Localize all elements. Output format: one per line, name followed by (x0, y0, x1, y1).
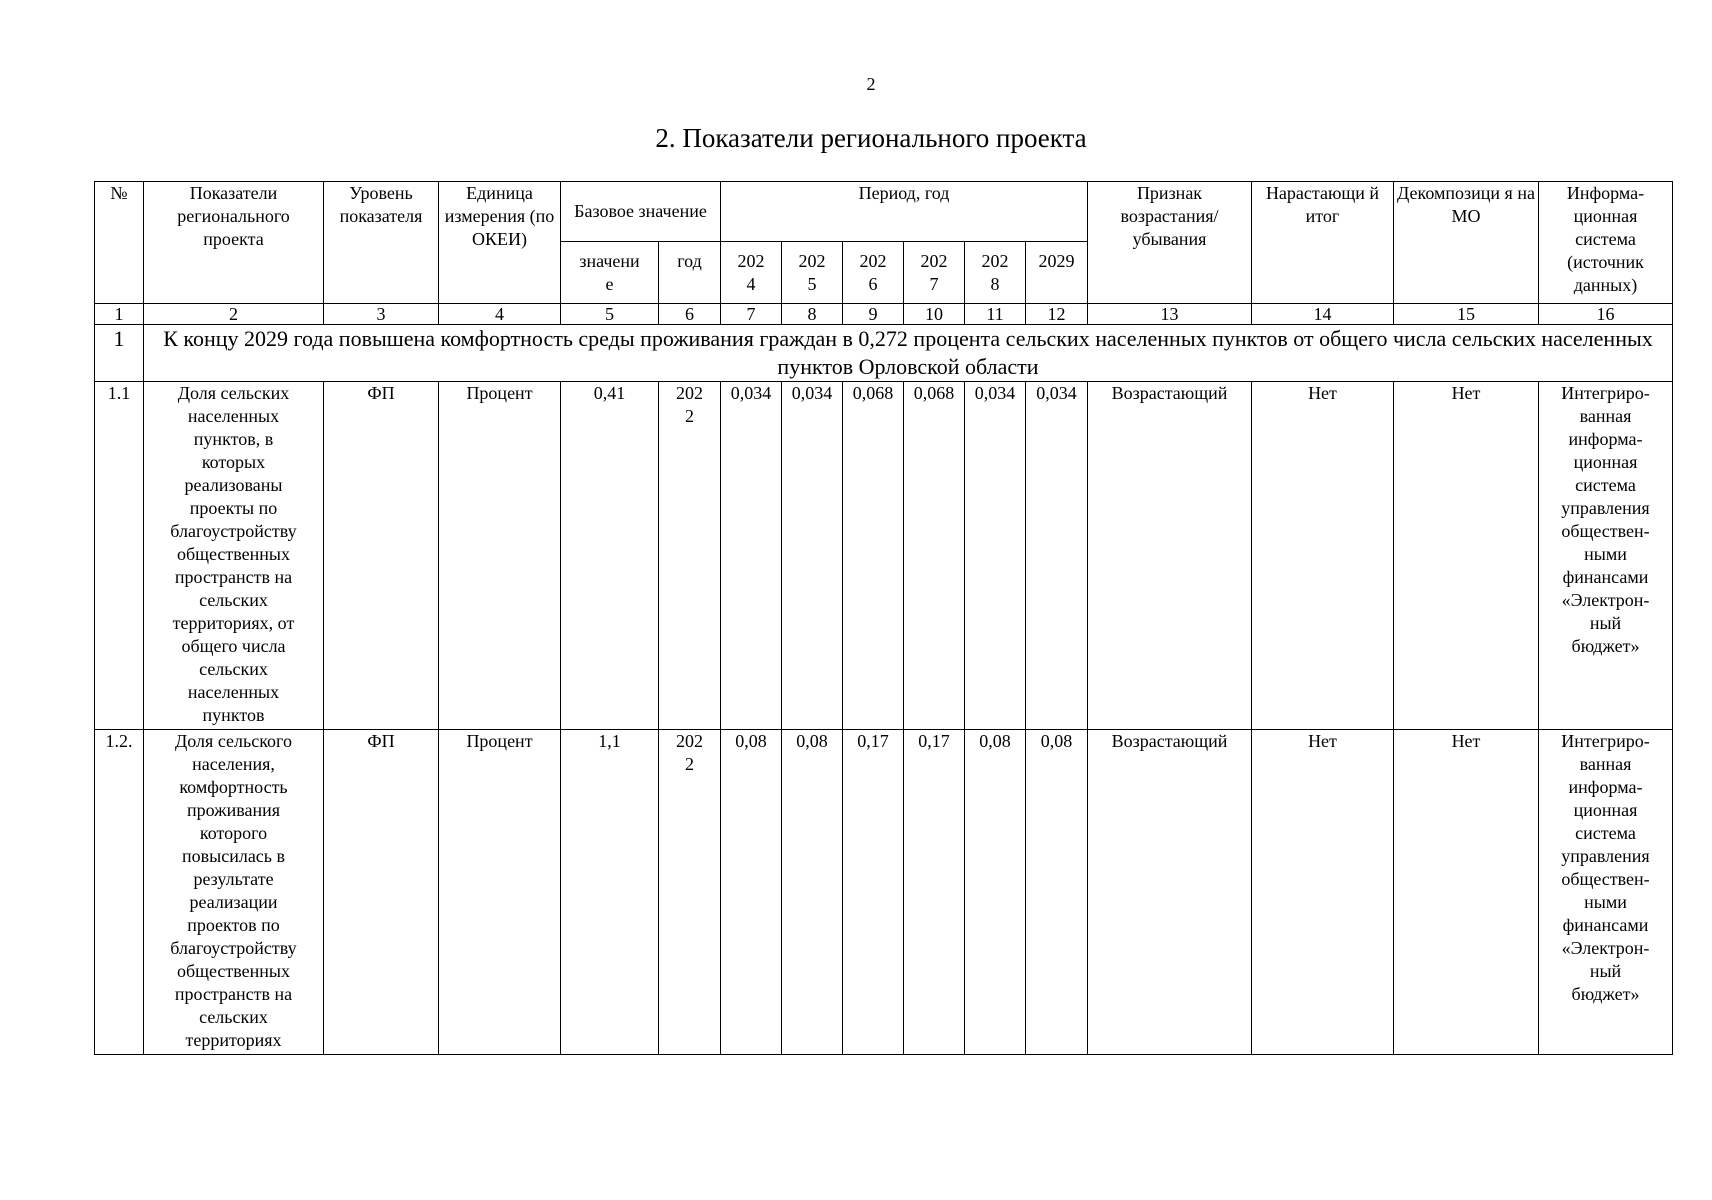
row-decomposition: Нет (1394, 730, 1539, 1055)
row-base-year: 202 2 (659, 382, 721, 730)
row-level: ФП (324, 730, 439, 1055)
row-value-2025: 0,034 (782, 382, 843, 730)
row-indicator-name: Доля сельских населенных пунктов, в которых реализованы проекты по благоустройству общественных пространств на сельских территориях, от общего числа сельских населенных пунктов (144, 382, 324, 730)
header-row-1 (95, 182, 1673, 242)
row-base-year: 202 2 (659, 730, 721, 1055)
page-title: 2. Показатели регионального проекта (655, 123, 1087, 153)
row-unit: Процент (439, 382, 561, 730)
column-number: 9 (843, 304, 904, 325)
row-value-2029: 0,08 (1026, 730, 1088, 1055)
section-text: К концу 2029 года повышена комфортность среды проживания граждан в 0,272 процента сельских населенных пунктов от общего числа сельских населенных пунктов Орловской области (144, 325, 1673, 382)
column-number: 15 (1394, 304, 1539, 325)
row-info-system: Интегриро- ванная информа- ционная система управления обществен- ными финансами «Электрон- ный бюджет» (1539, 730, 1673, 1055)
column-number: 8 (782, 304, 843, 325)
row-value-2027: 0,17 (904, 730, 965, 1055)
column-number: 16 (1539, 304, 1673, 325)
header-cumulative: Нарастающи й итог (1252, 182, 1394, 304)
column-number: 2 (144, 304, 324, 325)
row-trend: Возрастающий (1088, 382, 1252, 730)
row-value-2026: 0,068 (843, 382, 904, 730)
column-number: 12 (1026, 304, 1088, 325)
header-year-2025: 202 5 (782, 242, 843, 304)
header-year-2028: 202 8 (965, 242, 1026, 304)
row-info-system: Интегриро- ванная информа- ционная система управления обществен- ными финансами «Электрон- ный бюджет» (1539, 382, 1673, 730)
header-year-2026: 202 6 (843, 242, 904, 304)
header-period: Период, год (721, 182, 1088, 242)
header-info-system: Информа- ционная система (источник данных) (1539, 182, 1673, 304)
row-number: 1.1 (95, 382, 144, 730)
header-num: № (95, 182, 144, 304)
header-base-year: год (659, 242, 721, 304)
row-number: 1.2. (95, 730, 144, 1055)
row-decomposition: Нет (1394, 382, 1539, 730)
column-number: 5 (561, 304, 659, 325)
column-number: 3 (324, 304, 439, 325)
row-value-2024: 0,08 (721, 730, 782, 1055)
header-year-2027: 202 7 (904, 242, 965, 304)
row-value-2028: 0,08 (965, 730, 1026, 1055)
row-indicator-name: Доля сельского населения, комфортность проживания которого повысилась в результате реализации проектов по благоустройству общественных пространств на сельских территориях (144, 730, 324, 1055)
header-base: Базовое значение (561, 182, 721, 242)
header-unit: Единица измерения (по ОКЕИ) (439, 182, 561, 304)
row-base-value: 0,41 (561, 382, 659, 730)
header-year-2024: 202 4 (721, 242, 782, 304)
row-value-2028: 0,034 (965, 382, 1026, 730)
table-row (95, 730, 1673, 1055)
header-base-value: значени е (561, 242, 659, 304)
row-value-2027: 0,068 (904, 382, 965, 730)
row-value-2029: 0,034 (1026, 382, 1088, 730)
column-number: 14 (1252, 304, 1394, 325)
header-level: Уровень показателя (324, 182, 439, 304)
section-number: 1 (95, 325, 144, 382)
header-decomposition: Декомпозици я на МО (1394, 182, 1539, 304)
row-value-2024: 0,034 (721, 382, 782, 730)
header-year-2029: 2029 (1026, 242, 1088, 304)
row-base-value: 1,1 (561, 730, 659, 1055)
row-value-2026: 0,17 (843, 730, 904, 1055)
column-numbers-row (95, 304, 1673, 325)
indicators-table (94, 181, 1673, 1055)
row-trend: Возрастающий (1088, 730, 1252, 1055)
row-value-2025: 0,08 (782, 730, 843, 1055)
column-number: 6 (659, 304, 721, 325)
table-row (95, 382, 1673, 730)
column-number: 4 (439, 304, 561, 325)
column-number: 13 (1088, 304, 1252, 325)
page-number: 2 (866, 74, 876, 94)
row-level: ФП (324, 382, 439, 730)
row-cumulative: Нет (1252, 382, 1394, 730)
column-number: 7 (721, 304, 782, 325)
header-indicator: Показатели регионального проекта (144, 182, 324, 304)
column-number: 10 (904, 304, 965, 325)
row-unit: Процент (439, 730, 561, 1055)
header-trend: Признак возрастания/ убывания (1088, 182, 1252, 304)
section-row (95, 325, 1673, 382)
row-cumulative: Нет (1252, 730, 1394, 1055)
column-number: 11 (965, 304, 1026, 325)
column-number: 1 (95, 304, 144, 325)
